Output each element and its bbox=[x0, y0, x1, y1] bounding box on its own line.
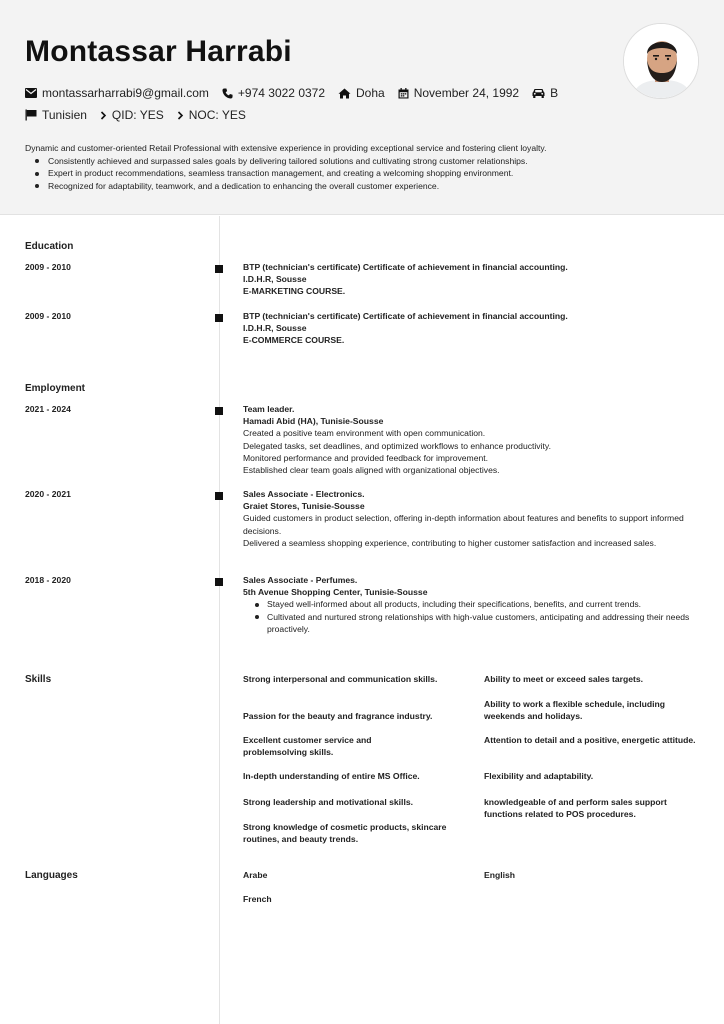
job-line: Established clear team goals aligned with organizational objectives. bbox=[243, 465, 500, 476]
car-icon bbox=[532, 88, 545, 98]
skill-item: Strong interpersonal and communication skills. bbox=[243, 674, 438, 684]
language-item: English bbox=[484, 870, 516, 880]
summary-intro: Dynamic and customer-oriented Retail Professional with extensive experience in providing exceptional service and fostering client loyalty. bbox=[25, 143, 547, 153]
job-bullet: Stayed well-informed about all products, including their specifications, benefits, and current trends. bbox=[255, 598, 698, 610]
phone-icon bbox=[222, 88, 233, 99]
contact-license bbox=[532, 86, 558, 100]
candidate-name: Montassar Harrabi bbox=[25, 35, 292, 68]
profile-photo bbox=[623, 23, 699, 99]
skills-heading: Skills bbox=[25, 674, 52, 685]
timeline-marker bbox=[215, 407, 223, 415]
contact-phone[interactable] bbox=[222, 86, 325, 100]
job-line: Monitored performance and provided feedback for improvement. bbox=[243, 452, 489, 463]
birthdate-text: November 24, 1992 bbox=[413, 86, 520, 100]
job-role: Sales Associate - Perfumes. bbox=[243, 575, 358, 585]
contact-city bbox=[338, 86, 385, 100]
languages-heading: Languages bbox=[25, 870, 78, 881]
home-icon bbox=[338, 88, 351, 99]
email-text: montassarharrabi9@gmail.com bbox=[42, 86, 209, 100]
avatar-icon bbox=[624, 24, 699, 99]
job-line: Created a positive team environment with open communication. bbox=[243, 428, 486, 439]
education-degree: BTP (technician's certificate) Certificate of achievement in financial accounting. bbox=[243, 262, 568, 272]
noc-text: NOC: YES bbox=[188, 108, 246, 122]
education-school: I.D.H.R, Sousse bbox=[243, 323, 307, 334]
education-course: E-MARKETING COURSE. bbox=[243, 286, 346, 297]
employment-date: 2021 - 2024 bbox=[25, 404, 71, 414]
phone-text: +974 3022 0372 bbox=[237, 86, 326, 100]
contact-row-primary bbox=[25, 86, 571, 100]
education-school: I.D.H.R, Sousse bbox=[243, 274, 307, 285]
education-entry bbox=[243, 310, 698, 347]
license-text: B bbox=[550, 86, 559, 100]
education-entry bbox=[243, 261, 698, 298]
education-date: 2009 - 2010 bbox=[25, 262, 71, 272]
education-date: 2009 - 2010 bbox=[25, 311, 71, 321]
nationality-text: Tunisien bbox=[42, 108, 87, 122]
city-text: Doha bbox=[356, 86, 385, 100]
profile-summary bbox=[25, 142, 705, 192]
skill-item: Strong knowledge of cosmetic products, skincare routines, and beauty trends. bbox=[243, 822, 447, 845]
language-item: Arabe bbox=[243, 870, 268, 880]
summary-point: Recognized for adaptability, teamwork, and a dedication to enhancing the overall customer experience. bbox=[35, 180, 705, 193]
chevron-right-icon bbox=[100, 111, 107, 120]
contact-qid bbox=[100, 108, 164, 122]
job-line: Delegated tasks, set deadlines, and optimized workflows to enhance productivity. bbox=[243, 440, 551, 451]
timeline-marker bbox=[215, 314, 223, 322]
chevron-right-icon bbox=[177, 111, 184, 120]
timeline-divider bbox=[219, 216, 220, 1024]
education-heading: Education bbox=[25, 241, 74, 252]
employment-entry bbox=[243, 574, 698, 635]
employment-heading: Employment bbox=[25, 383, 86, 394]
summary-point: Consistently achieved and surpassed sales goals by delivering tailored solutions and cultivating strong customer relationships. bbox=[35, 155, 705, 168]
skill-item: Excellent customer service and problemsolving skills. bbox=[243, 735, 372, 758]
skill-item: Attention to detail and a positive, energetic attitude. bbox=[484, 735, 696, 745]
employment-date: 2018 - 2020 bbox=[25, 575, 71, 585]
summary-list bbox=[25, 155, 705, 193]
education-course: E-COMMERCE COURSE. bbox=[243, 335, 345, 346]
summary-point: Expert in product recommendations, seamless transaction management, and creating a welcoming shopping environment. bbox=[35, 167, 705, 180]
job-role: Sales Associate - Electronics. bbox=[243, 489, 365, 499]
skill-item: Ability to work a flexible schedule, including weekends and holidays. bbox=[484, 699, 665, 722]
language-item: French bbox=[243, 894, 272, 904]
calendar-icon bbox=[398, 88, 409, 99]
flag-icon bbox=[25, 109, 37, 121]
job-company: Graiet Stores, Tunisie-Sousse bbox=[243, 501, 365, 512]
job-company: Hamadi Abid (HA), Tunisie-Sousse bbox=[243, 416, 384, 427]
timeline-marker bbox=[215, 578, 223, 586]
job-role: Team leader. bbox=[243, 404, 295, 414]
employment-entry bbox=[243, 403, 698, 476]
timeline-marker bbox=[215, 492, 223, 500]
job-bullets bbox=[243, 598, 698, 635]
contact-nationality bbox=[25, 108, 87, 122]
contact-birthdate bbox=[398, 86, 519, 100]
skill-item: Passion for the beauty and fragrance industry. bbox=[243, 711, 433, 721]
skill-item: knowledgeable of and perform sales support functions related to POS procedures. bbox=[484, 797, 667, 820]
employment-date: 2020 - 2021 bbox=[25, 489, 71, 499]
job-bullet: Cultivated and nurtured strong relationships with high-value customers, anticipating and addressing their needs proactively. bbox=[255, 611, 698, 635]
employment-entry bbox=[243, 488, 698, 549]
contact-row-secondary bbox=[25, 108, 259, 122]
skill-item: Flexibility and adaptability. bbox=[484, 771, 594, 781]
header-band bbox=[0, 0, 724, 215]
contact-email[interactable] bbox=[25, 86, 209, 100]
skill-item: Strong leadership and motivational skills. bbox=[243, 797, 414, 807]
job-line: Delivered a seamless shopping experience, contributing to higher customer satisfaction and increased sales. bbox=[243, 537, 657, 548]
job-company: 5th Avenue Shopping Center, Tunisie-Sousse bbox=[243, 587, 428, 598]
contact-noc bbox=[177, 108, 246, 122]
skill-item: In-depth understanding of entire MS Office. bbox=[243, 771, 420, 781]
skill-item: Ability to meet or exceed sales targets. bbox=[484, 674, 644, 684]
education-degree: BTP (technician's certificate) Certificate of achievement in financial accounting. bbox=[243, 311, 568, 321]
envelope-icon bbox=[25, 88, 37, 98]
qid-text: QID: YES bbox=[111, 108, 164, 122]
timeline-marker bbox=[215, 265, 223, 273]
job-line: Guided customers in product selection, offering in-depth information about features and benefits to support informed decisions. bbox=[243, 513, 684, 536]
